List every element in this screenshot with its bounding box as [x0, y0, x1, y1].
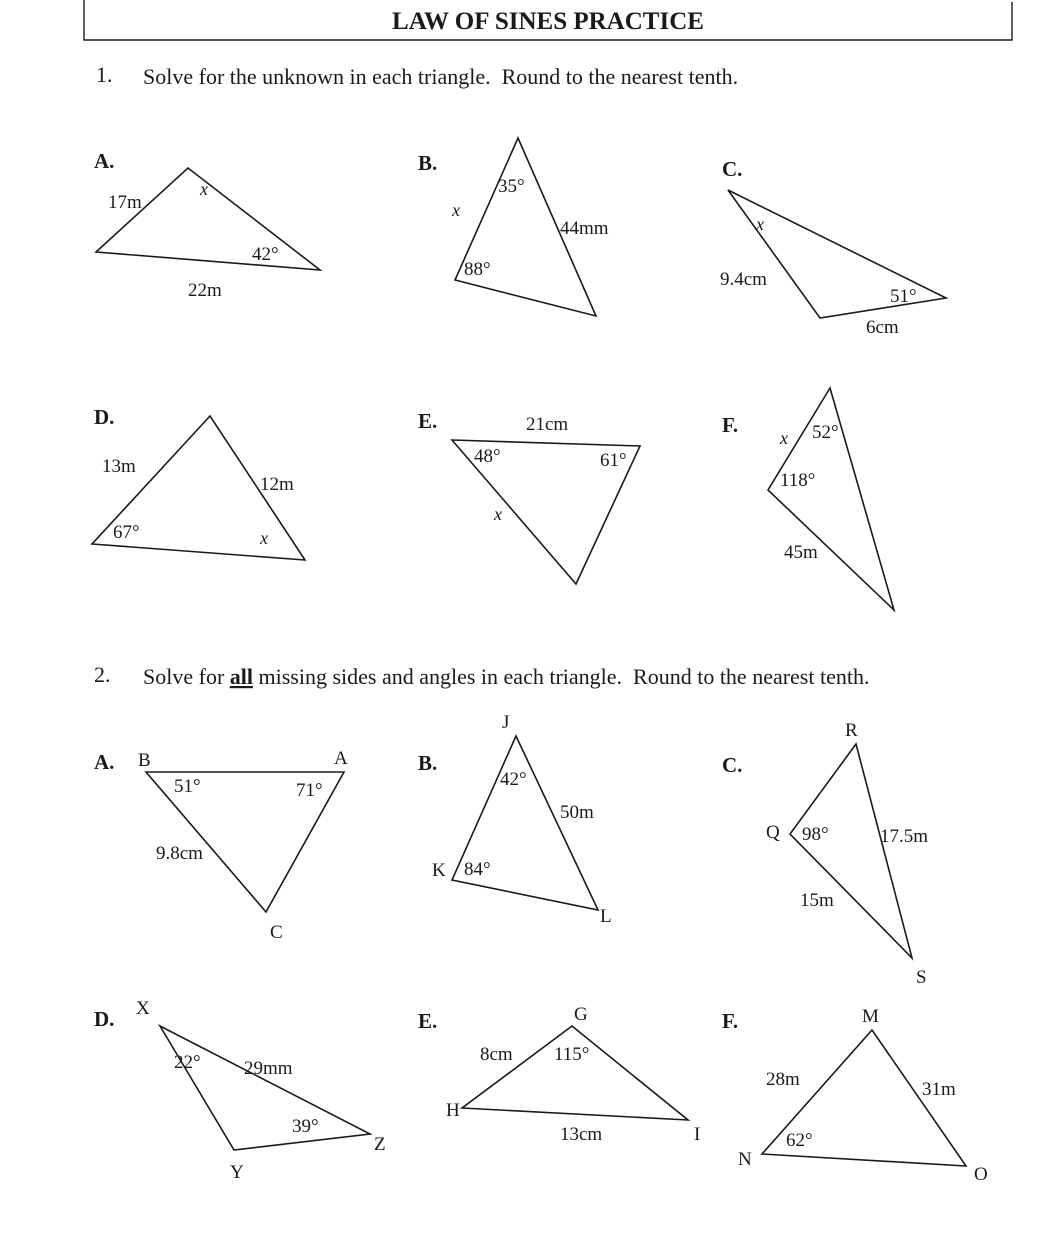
triangle-2a-vertex-a: A — [334, 748, 348, 769]
triangle-2a-angle-b: 51° — [174, 776, 201, 797]
triangle-1d-angle: 67° — [113, 522, 140, 543]
triangle-2c-vertex-q: Q — [766, 822, 780, 843]
triangle-1c-angle: 51° — [890, 286, 917, 307]
triangle-2f-side-31m: 31m — [922, 1079, 956, 1100]
triangle-2a-vertex-c: C — [270, 922, 283, 943]
triangle-1d — [92, 405, 305, 560]
triangle-2c — [722, 720, 928, 988]
triangle-2b-side: 50m — [560, 802, 594, 823]
triangle-2c-side-17-5m: 17.5m — [880, 826, 929, 847]
triangle-1e-side: 21cm — [526, 414, 569, 435]
triangle-1f-unknown: x — [780, 428, 788, 448]
triangle-2f-vertex-n: N — [738, 1149, 752, 1170]
triangle-2d-angle-x: 22° — [174, 1052, 201, 1073]
triangle-2d-letter: D. — [94, 1007, 115, 1031]
triangle-2d-side: 29mm — [244, 1058, 293, 1079]
triangle-2f-letter: F. — [722, 1009, 739, 1033]
triangle-1f-angle-top: 52° — [812, 422, 839, 443]
triangle-2c-vertex-r: R — [845, 720, 858, 741]
triangle-2a-letter: A. — [94, 750, 115, 774]
triangle-1f-angle-left: 118° — [780, 470, 816, 491]
triangle-2f-side-28m: 28m — [766, 1069, 800, 1090]
triangle-2c-angle-q: 98° — [802, 824, 829, 845]
triangle-1c — [720, 157, 946, 338]
triangle-1f-side: 45m — [784, 542, 818, 563]
triangle-2e-shape — [462, 1026, 688, 1120]
triangle-2b-letter: B. — [418, 751, 438, 775]
triangle-2a-vertex-b: B — [138, 750, 151, 771]
triangle-2e-letter: E. — [418, 1009, 438, 1033]
triangle-2d — [94, 998, 386, 1183]
triangle-2e — [418, 1004, 700, 1145]
triangle-1c-side-6cm: 6cm — [866, 317, 899, 338]
triangle-2e-side-13cm: 13cm — [560, 1124, 603, 1145]
triangle-1d-side-12m: 12m — [260, 474, 294, 495]
triangle-1e-angle-48: 48° — [474, 446, 501, 467]
triangle-2d-vertex-z: Z — [374, 1134, 386, 1155]
triangle-1f-letter: F. — [722, 413, 739, 437]
triangle-1a-side-17m: 17m — [108, 192, 142, 213]
triangle-2b — [418, 712, 612, 927]
triangle-2b-angle-j: 42° — [500, 769, 527, 790]
problem-2-instruction — [143, 664, 869, 689]
triangle-1c-unknown: x — [756, 214, 764, 234]
problem-1-number: 1. — [96, 62, 113, 87]
triangle-1a-letter: A. — [94, 149, 115, 173]
triangle-1b-unknown: x — [452, 200, 460, 220]
triangle-2d-angle-z: 39° — [292, 1116, 319, 1137]
triangle-2f — [722, 1006, 988, 1185]
triangle-2b-vertex-l: L — [600, 906, 612, 927]
problem-1-instruction: Solve for the unknown in each triangle. Round to the nearest tenth. — [143, 64, 739, 89]
triangle-2a-angle-a: 71° — [296, 780, 323, 801]
page-title: LAW OF SINES PRACTICE — [392, 8, 704, 35]
triangle-1e-letter: E. — [418, 409, 438, 433]
triangle-1d-side-13m: 13m — [102, 456, 136, 477]
triangle-1c-letter: C. — [722, 157, 743, 181]
triangle-2b-vertex-j: J — [502, 712, 510, 733]
triangle-1c-side-9-4cm: 9.4cm — [720, 269, 767, 290]
triangle-2a — [94, 748, 348, 943]
triangle-2c-letter: C. — [722, 753, 743, 777]
triangle-2e-vertex-h: H — [446, 1100, 460, 1121]
triangle-1e-unknown: x — [494, 504, 502, 524]
triangle-1b-letter: B. — [418, 151, 438, 175]
triangle-1f — [722, 388, 894, 610]
triangle-2c-vertex-s: S — [916, 967, 927, 988]
problem-2-instruction-end: missing sides and angles in each triangle. Round to the nearest tenth. — [253, 664, 870, 689]
problem-2-instruction-emphasis: all — [229, 664, 253, 689]
triangle-2f-angle-n: 62° — [786, 1130, 813, 1151]
triangle-2e-vertex-i: I — [694, 1124, 701, 1145]
problem-1-heading — [96, 62, 738, 89]
triangle-2a-side: 9.8cm — [156, 843, 203, 864]
triangle-2e-vertex-g: G — [574, 1004, 588, 1025]
triangle-1b-angle-top: 35° — [498, 176, 525, 197]
triangle-1a-side-22m: 22m — [188, 280, 222, 301]
triangle-1a — [94, 149, 320, 301]
problem-2-number: 2. — [94, 662, 111, 687]
triangle-2b-vertex-k: K — [432, 860, 446, 881]
triangle-1a-angle: 42° — [252, 244, 279, 265]
triangle-1e-angle-61: 61° — [600, 450, 627, 471]
triangle-2f-vertex-o: O — [974, 1164, 988, 1185]
triangle-2d-vertex-x: X — [136, 998, 150, 1019]
header — [84, 0, 1012, 40]
triangle-2d-shape — [160, 1026, 370, 1150]
triangle-2c-shape — [790, 744, 912, 958]
triangle-1b-angle-left: 88° — [464, 259, 491, 280]
problem-2-instruction-start: Solve for — [143, 664, 230, 689]
triangle-2e-side-8cm: 8cm — [480, 1044, 513, 1065]
triangle-2e-angle-g: 115° — [554, 1044, 590, 1065]
triangle-1d-unknown: x — [260, 528, 268, 548]
triangle-2d-vertex-y: Y — [230, 1162, 244, 1183]
triangle-1a-shape — [96, 168, 320, 270]
triangle-1b — [418, 138, 609, 316]
triangle-2b-shape — [452, 736, 598, 910]
triangle-2b-angle-k: 84° — [464, 859, 491, 880]
triangle-2f-vertex-m: M — [862, 1006, 879, 1027]
triangle-1a-unknown: x — [200, 179, 208, 199]
triangle-2c-side-15m: 15m — [800, 890, 834, 911]
triangle-1b-side: 44mm — [560, 218, 609, 239]
problem-2-heading — [94, 662, 869, 689]
triangle-1e — [418, 409, 640, 584]
triangle-1d-letter: D. — [94, 405, 115, 429]
